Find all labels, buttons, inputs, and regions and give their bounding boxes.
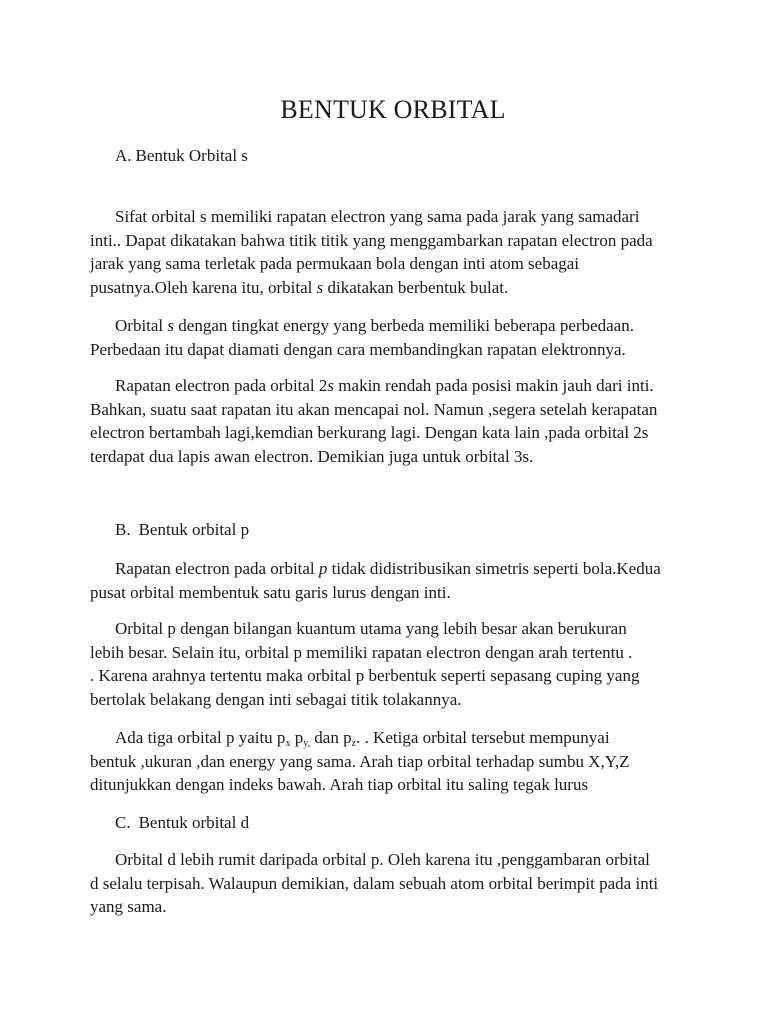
text-run: dan p (310, 728, 352, 747)
paragraph-line: electron bertambah lagi,kemdian berkurang lagi. Dengan kata lain ,pada orbital 2s (90, 423, 649, 443)
section-c-paragraph-1 (90, 848, 690, 919)
italic-symbol: s (167, 316, 175, 335)
section-a-paragraph-1 (90, 205, 690, 299)
paragraph-line: lebih besar. Selain itu, orbital p memiliki rapatan electron dengan arah tertentu . (90, 642, 633, 662)
paragraph-line: terdapat dua lapis awan electron. Demikian juga untuk orbital 3s. (90, 446, 534, 466)
paragraph-line: Bahkan, suatu saat rapatan itu akan mencapai nol. Namun ,segera setelah kerapatan (90, 399, 658, 419)
section-c-title: Bentuk orbital d (138, 813, 250, 832)
text-run: dikatakan berbentuk bulat. (327, 277, 509, 297)
italic-symbol: p (318, 559, 328, 578)
paragraph-line: inti.. Dapat dikatakan bahwa titik titik yang menggambarkan rapatan electron pada (90, 230, 653, 250)
italic-symbol: s (327, 376, 335, 395)
section-b-heading (115, 520, 249, 540)
page-title: BENTUK ORBITAL (280, 95, 506, 124)
text-run: pusatnya.Oleh karena itu, orbital (90, 277, 313, 297)
section-b-label: B. (115, 520, 131, 539)
text-run: Rapatan electron pada orbital (115, 559, 315, 578)
paragraph-line (90, 276, 690, 300)
text-run: Orbital (115, 316, 164, 335)
paragraph-line: jarak yang sama terletak pada permukaan bola dengan inti atom sebagai (90, 254, 580, 274)
text-run: p (290, 728, 304, 747)
paragraph-line (90, 374, 690, 398)
text-run: . . Ketiga orbital tersebut mempunyai (356, 728, 610, 747)
paragraph-line: . Karena arahnya tertentu maka orbital p berbentuk seperti sepasang cuping yang (90, 666, 640, 686)
section-c-heading (115, 813, 249, 833)
paragraph-line (90, 557, 690, 581)
text-run: dengan tingkat energy yang berbeda memiliki beberapa perbedaan. (178, 316, 634, 335)
paragraph-line: yang sama. (90, 897, 167, 917)
section-c-label: C. (115, 813, 131, 832)
section-b-paragraph-1 (90, 557, 690, 604)
paragraph-line: bentuk ,ukuran ,dan energy yang sama. Arah tiap orbital terhadap sumbu X,Y,Z (90, 751, 630, 771)
section-a-label: A. (115, 146, 132, 165)
paragraph-line: pusat orbital membentuk satu garis lurus dengan inti. (90, 582, 451, 602)
section-b-paragraph-3 (90, 726, 690, 797)
text-run: tidak didistribusikan simetris seperti bola.Kedua (331, 559, 661, 578)
paragraph-line: ditunjukkan dengan indeks bawah. Arah tiap orbital itu saling tegak lurus (90, 775, 589, 795)
section-a-heading (115, 146, 248, 166)
section-a-paragraph-2 (90, 314, 690, 361)
paragraph-line: bertolak belakang dengan inti sebagai titik tolakannya. (90, 689, 462, 709)
text-run: Rapatan electron pada orbital 2 (115, 376, 328, 395)
paragraph-line: Orbital d lebih rumit daripada orbital p. Oleh karena itu ,penggambaran orbital (115, 850, 650, 869)
section-a-paragraph-3 (90, 374, 690, 468)
text-run: Ada tiga orbital p yaitu p (115, 728, 286, 747)
subscript: y, (303, 738, 311, 749)
text-run: makin rendah pada posisi makin jauh dari inti. (338, 376, 654, 395)
section-a-title: Bentuk Orbital s (135, 146, 248, 165)
subscript: x (285, 738, 291, 749)
paragraph-line (90, 314, 690, 338)
section-b-title: Bentuk orbital p (138, 520, 250, 539)
subscript: z (351, 738, 357, 749)
paragraph-line: Orbital p dengan bilangan kuantum utama yang lebih besar akan berukuran (115, 619, 627, 638)
paragraph-line: Perbedaan itu dapat diamati dengan cara membandingkan rapatan elektronnya. (90, 339, 626, 359)
italic-symbol: s (316, 277, 324, 297)
paragraph-line (90, 726, 690, 750)
paragraph-line: d selalu terpisah. Walaupun demikian, dalam sebuah atom orbital berimpit pada inti (90, 873, 659, 893)
paragraph-line: Sifat orbital s memiliki rapatan electron yang sama pada jarak yang samadari (115, 207, 640, 226)
section-b-paragraph-2 (90, 617, 690, 711)
